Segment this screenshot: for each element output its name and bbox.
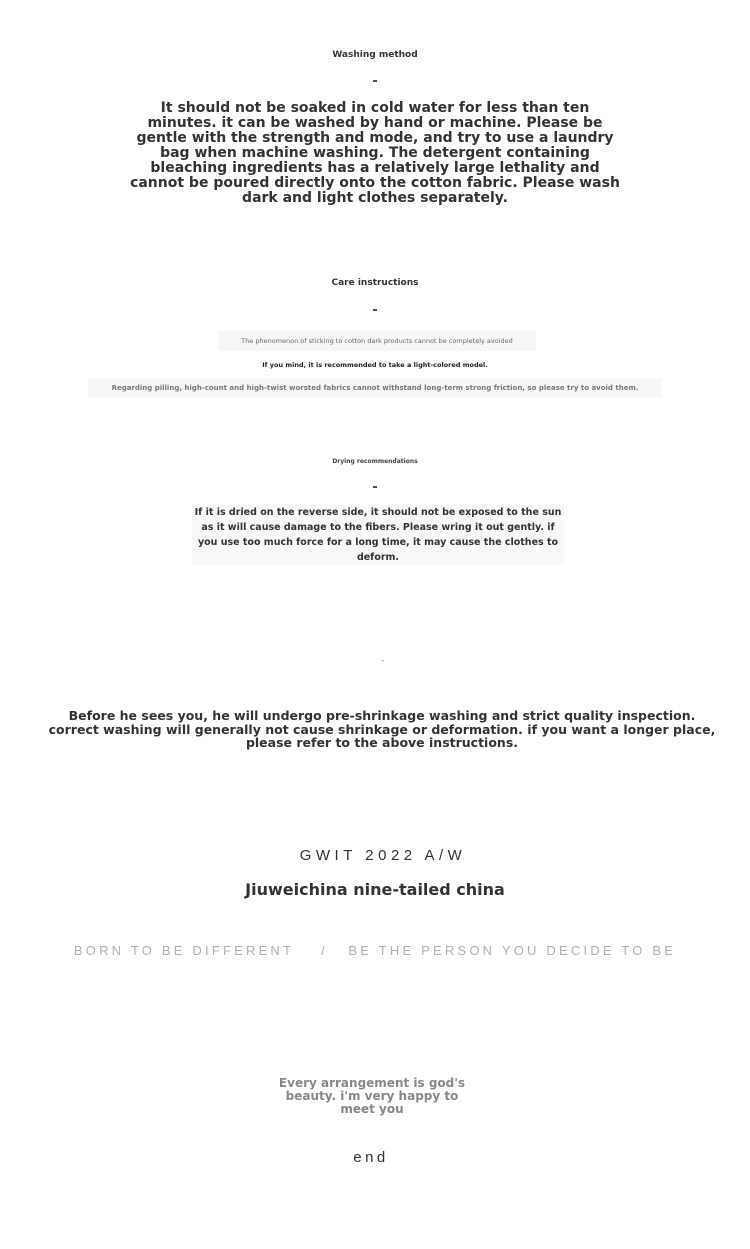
care-line-3: Regarding pilling, high-count and high-twist worsted fabrics cannot withstand long-term strong friction, so please try to avoid them. (88, 378, 662, 398)
care-title: Care instructions (331, 278, 419, 288)
care-dash: - (372, 303, 378, 318)
washing-text: It should not be soaked in cold water for less than ten minutes. it can be washed by hand or machine. Please be gentle with the strength and mode, and try to use a laundry bag when machine washing. The detergent containing bleaching ingredients has a relatively large lethality and cannot be poured directly onto the cotton fabric. Please wash dark and light clothes separately. (130, 100, 620, 206)
preshrink-dash: - (381, 656, 385, 666)
closing-text: Every arrangement is god's beauty. i'm very happy to meet you (278, 1076, 466, 1116)
care-line-2: If you mind, it is recommended to take a light-colored model. (262, 361, 488, 369)
drying-title: Drying recommendations (332, 458, 418, 465)
drying-text: If it is dried on the reverse side, it should not be exposed to the sun as it will cause damage to the fibers. Please wring it out gently. if you use too much force for a long time, it may cause the clothes to deform. (192, 505, 564, 565)
season-label: GWIT 2022 A/W (299, 847, 467, 864)
end-label: end (353, 1149, 389, 1166)
preshrink-text: Before he sees you, he will undergo pre-shrinkage washing and strict quality inspection. correct washing will generally not cause shrinkage or deformation. if you want a longer place, please refer to the above instructions. (48, 708, 716, 750)
drying-dash: - (372, 480, 378, 495)
brand-name: Jiuweichina nine-tailed china (245, 880, 505, 899)
care-line-1: The phenomenon of sticking to cotton dark products cannot be completely avoided (218, 331, 536, 351)
brand-motto: BORN TO BE DIFFERENT / BE THE PERSON YOU DECIDE TO BE (73, 943, 677, 958)
washing-title: Washing method (332, 50, 418, 60)
washing-dash: - (372, 74, 378, 89)
